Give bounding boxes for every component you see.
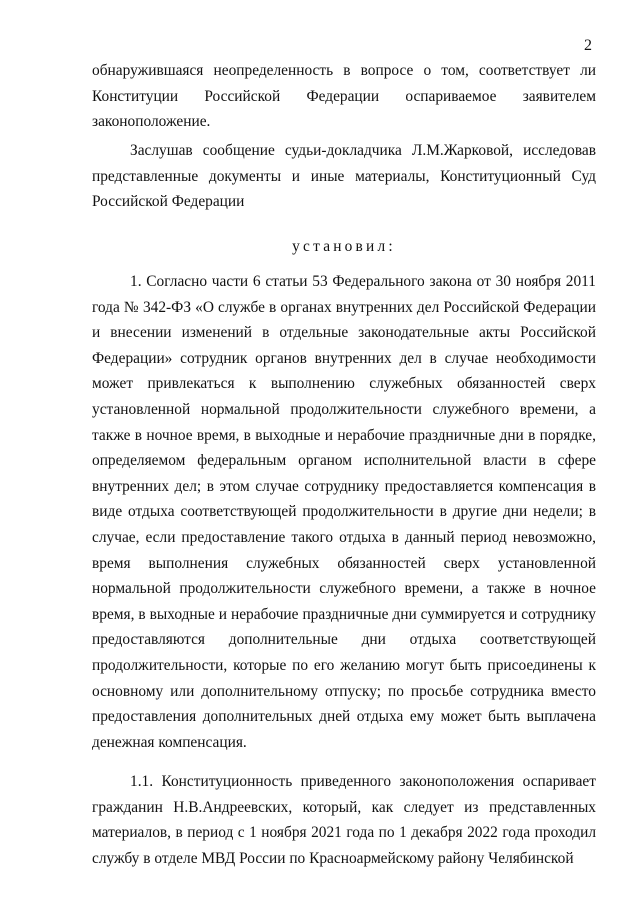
hearing-block [92,138,596,215]
point-1-1-block [92,769,596,871]
ruling-heading: установил: [292,238,396,255]
hearing-paragraph: Заслушав сообщение судьи-докладчика Л.М.Жарковой, исследовав представленные документы и иные материалы, Конституционный Суд Российской Федерации [92,142,596,211]
point-1-1-paragraph: 1.1. Конституционность приведенного законоположения оспаривает гражданин Н.В.Андреевских, который, как следует из представленных материалов, в период с 1 ноября 2021 года по 1 декабря 2022 года проходил службу в отделе МВД России по Красноармейскому району Челябинской [92,773,596,867]
intro-continuation-block [92,58,596,135]
point-1-block [92,269,596,755]
intro-continuation-paragraph: обнаружившаяся неопределенность в вопросе о том, соответствует ли Конституции Российской Федерации оспариваемое заявителем законоположение. [92,62,596,131]
page-number: 2 [584,37,592,54]
point-1-paragraph: 1. Согласно части 6 статьи 53 Федерального закона от 30 ноября 2011 года № 342-ФЗ «О службе в органах внутренних дел Российской Федерации и внесении изменений в отдельные законодательные акты Российской Федерации» сотрудник органов внутренних дел в случае необходимости может привлекаться к выполнению служебных обязанностей сверх установленной нормальной продолжительности служебного времени, а также в ночное время, в выходные и нерабочие праздничные дни в порядке, определяемом федеральным органом исполнительной власти в сфере внутренних дел; в этом случае сотруднику предоставляется компенсация в виде отдыха соответствующей продолжительности в другие дни недели; в случае, если предоставление такого отдыха в данный период невозможно, время выполнения служебных обязанностей сверх установленной нормальной продолжительности служебного времени, а также в ночное время, в выходные и нерабочие праздничные дни суммируется и сотруднику предоставляются дополнительные дни отдыха соответствующей продолжительности, которые по его желанию могут быть присоединены к основному или дополнительному отпуску; по просьбе сотрудника вместо предоставления дополнительных дней отдыха ему может быть выплачена денежная компенсация. [92,273,596,751]
